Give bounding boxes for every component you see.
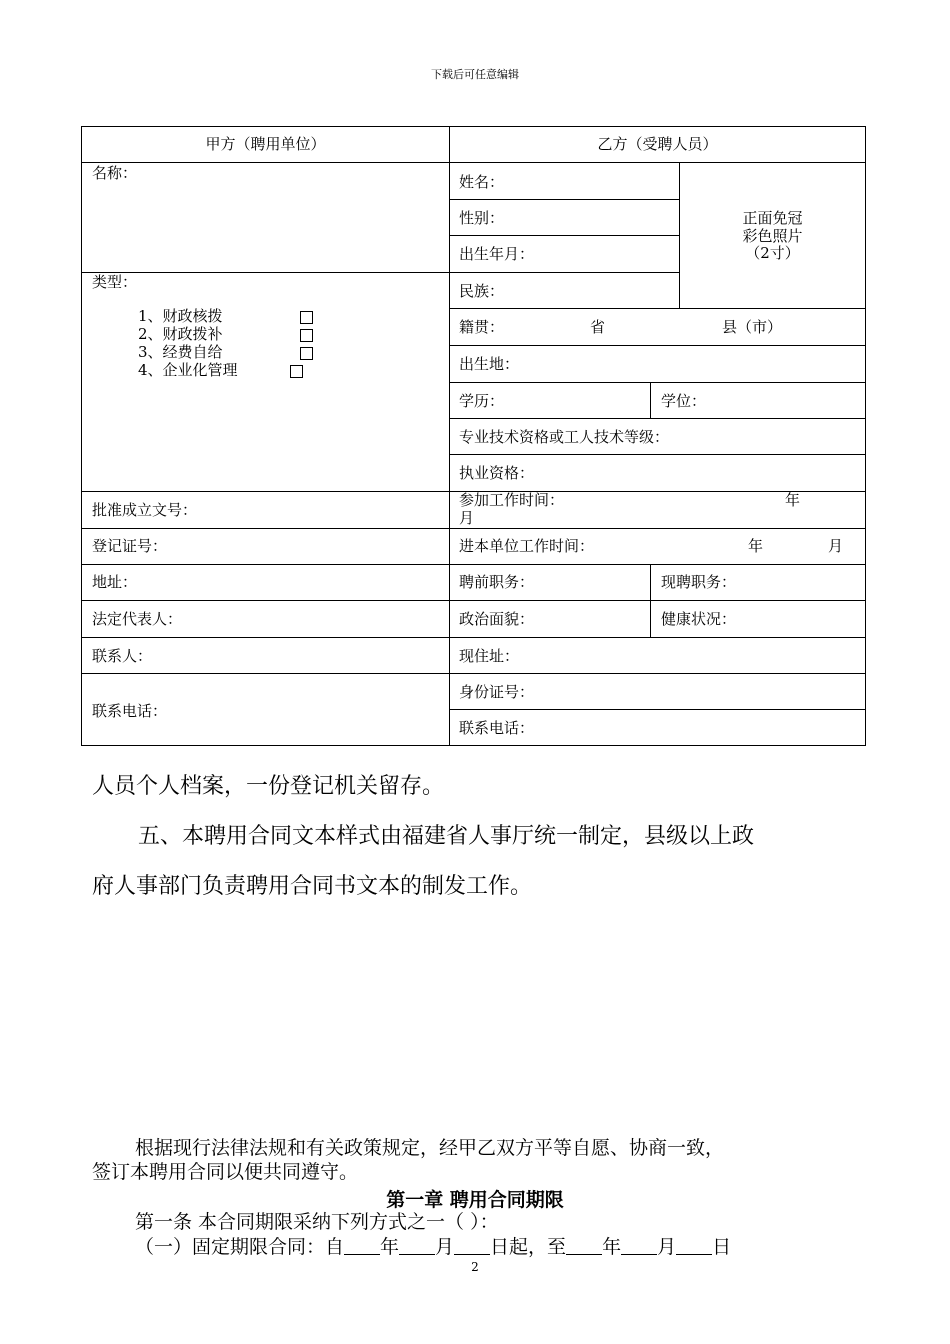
b-join-unit-month: 月 [828, 537, 844, 555]
a-phone-label: 联系电话： [92, 702, 168, 720]
b-native-label: 籍贯： [459, 318, 505, 336]
b-ethnicity-label: 民族： [459, 282, 505, 300]
table-border-top [81, 126, 866, 127]
checkbox-4[interactable] [290, 364, 303, 381]
checkbox-3[interactable] [300, 346, 313, 363]
label-month: 月 [435, 1236, 455, 1258]
row-line [449, 418, 866, 419]
row-line [81, 162, 866, 163]
b-phone-label: 联系电话： [459, 719, 535, 737]
b-name-label: 姓名： [459, 173, 505, 191]
party-b-header: 乙方（受聘人员） [597, 135, 718, 153]
row-line [81, 673, 866, 674]
blank-end-day[interactable] [676, 1236, 712, 1255]
blank-start-month[interactable] [399, 1236, 435, 1255]
a-name-label: 名称： [92, 164, 138, 182]
row-line [449, 272, 680, 273]
preamble-line-1: 根据现行法律法规和有关政策规定，经甲乙双方平等自愿、协商一致， [135, 1137, 725, 1159]
b-curr-position-label: 现聘职务： [661, 573, 737, 591]
b-birth-label: 出生年月： [459, 245, 535, 263]
a-type-label: 类型： [92, 273, 138, 291]
row-line [81, 528, 866, 529]
a-type-option-4: 4、企业化管理 [138, 361, 238, 379]
b-residence-label: 现住址： [459, 647, 520, 665]
paragraph-five-line-1: 五、本聘用合同文本样式由福建省人事厅统一制定，县级以上政 [138, 824, 755, 849]
a-type-option-2: 2、财政拨补 [138, 325, 223, 343]
b-education-label: 学历： [459, 392, 505, 410]
b-qualification-label: 专业技术资格或工人技术等级： [459, 428, 670, 446]
a-address-label: 地址： [92, 573, 138, 591]
photo-placeholder-line-1: 正面免冠 [742, 209, 803, 227]
b-health-label: 健康状况： [661, 610, 737, 628]
b-gender-label: 性别： [459, 209, 505, 227]
photo-placeholder-line-3: （2寸） [745, 244, 800, 262]
b-county-label: 县（市） [722, 318, 783, 336]
b-work-start-label: 参加工作时间： [459, 491, 565, 509]
blank-end-year[interactable] [566, 1236, 602, 1255]
b-work-start-month: 月 [459, 509, 475, 527]
label-year-end: 年 [602, 1236, 622, 1258]
b-id-no-label: 身份证号： [459, 683, 535, 701]
row-line [449, 709, 866, 710]
a-approval-no-label: 批准成立文号： [92, 501, 198, 519]
b-license-label: 执业资格： [459, 464, 535, 482]
row-line [449, 345, 866, 346]
a-registration-no-label: 登记证号： [92, 537, 168, 555]
paragraph-five-line-2: 府人事部门负责聘用合同书文本的制发工作。 [92, 874, 533, 899]
a-contact-person-label: 联系人： [92, 647, 153, 665]
row-line [81, 564, 866, 565]
split-education [650, 382, 651, 418]
fixed-term-prefix: （一）固定期限合同：自 [135, 1236, 345, 1258]
preamble-line-2: 签订本聘用合同以便共同遵守。 [92, 1161, 359, 1183]
page-number: 2 [471, 1260, 479, 1274]
a-legal-rep-label: 法定代表人： [92, 610, 183, 628]
b-prev-position-label: 聘前职务： [459, 573, 535, 591]
photo-placeholder-line-2: 彩色照片 [742, 227, 803, 245]
checkbox-2[interactable] [300, 328, 313, 345]
row-line [449, 382, 866, 383]
label-day-from: 日起，至 [490, 1236, 567, 1258]
table-border-left [81, 126, 82, 746]
b-degree-label: 学位： [661, 392, 707, 410]
b-province-label: 省 [590, 318, 606, 336]
a-type-option-3: 3、经费自给 [138, 343, 223, 361]
header-note: 下载后可任意编辑 [431, 68, 519, 81]
checkbox-1[interactable] [300, 310, 313, 327]
table-border-bottom [81, 745, 866, 746]
row-line [81, 637, 866, 638]
table-divider-center [449, 126, 450, 746]
party-a-header: 甲方（聘用单位） [205, 135, 326, 153]
fixed-term-line [135, 1235, 731, 1259]
row-line [449, 308, 866, 309]
b-join-unit-label: 进本单位工作时间： [459, 537, 595, 555]
blank-start-year[interactable] [344, 1236, 380, 1255]
article-one: 第一条 本合同期限采纳下列方式之一（ ）： [135, 1211, 499, 1233]
label-day-end: 日 [712, 1236, 732, 1258]
chapter-title: 第一章 聘用合同期限 [386, 1189, 564, 1211]
paragraph-archive: 人员个人档案，一份登记机关留存。 [92, 774, 445, 799]
blank-end-month[interactable] [621, 1236, 657, 1255]
b-birthplace-label: 出生地： [459, 355, 520, 373]
row-line [449, 199, 680, 200]
label-month-end: 月 [657, 1236, 677, 1258]
row-line [449, 235, 680, 236]
a-type-option-1: 1、财政核拨 [138, 307, 223, 325]
b-join-unit-year: 年 [748, 537, 764, 555]
row-line [81, 600, 866, 601]
blank-start-day[interactable] [454, 1236, 490, 1255]
label-year: 年 [380, 1236, 400, 1258]
table-border-right [865, 126, 866, 746]
b-work-start-year: 年 [785, 491, 801, 509]
row-line [449, 454, 866, 455]
b-political-label: 政治面貌： [459, 610, 535, 628]
